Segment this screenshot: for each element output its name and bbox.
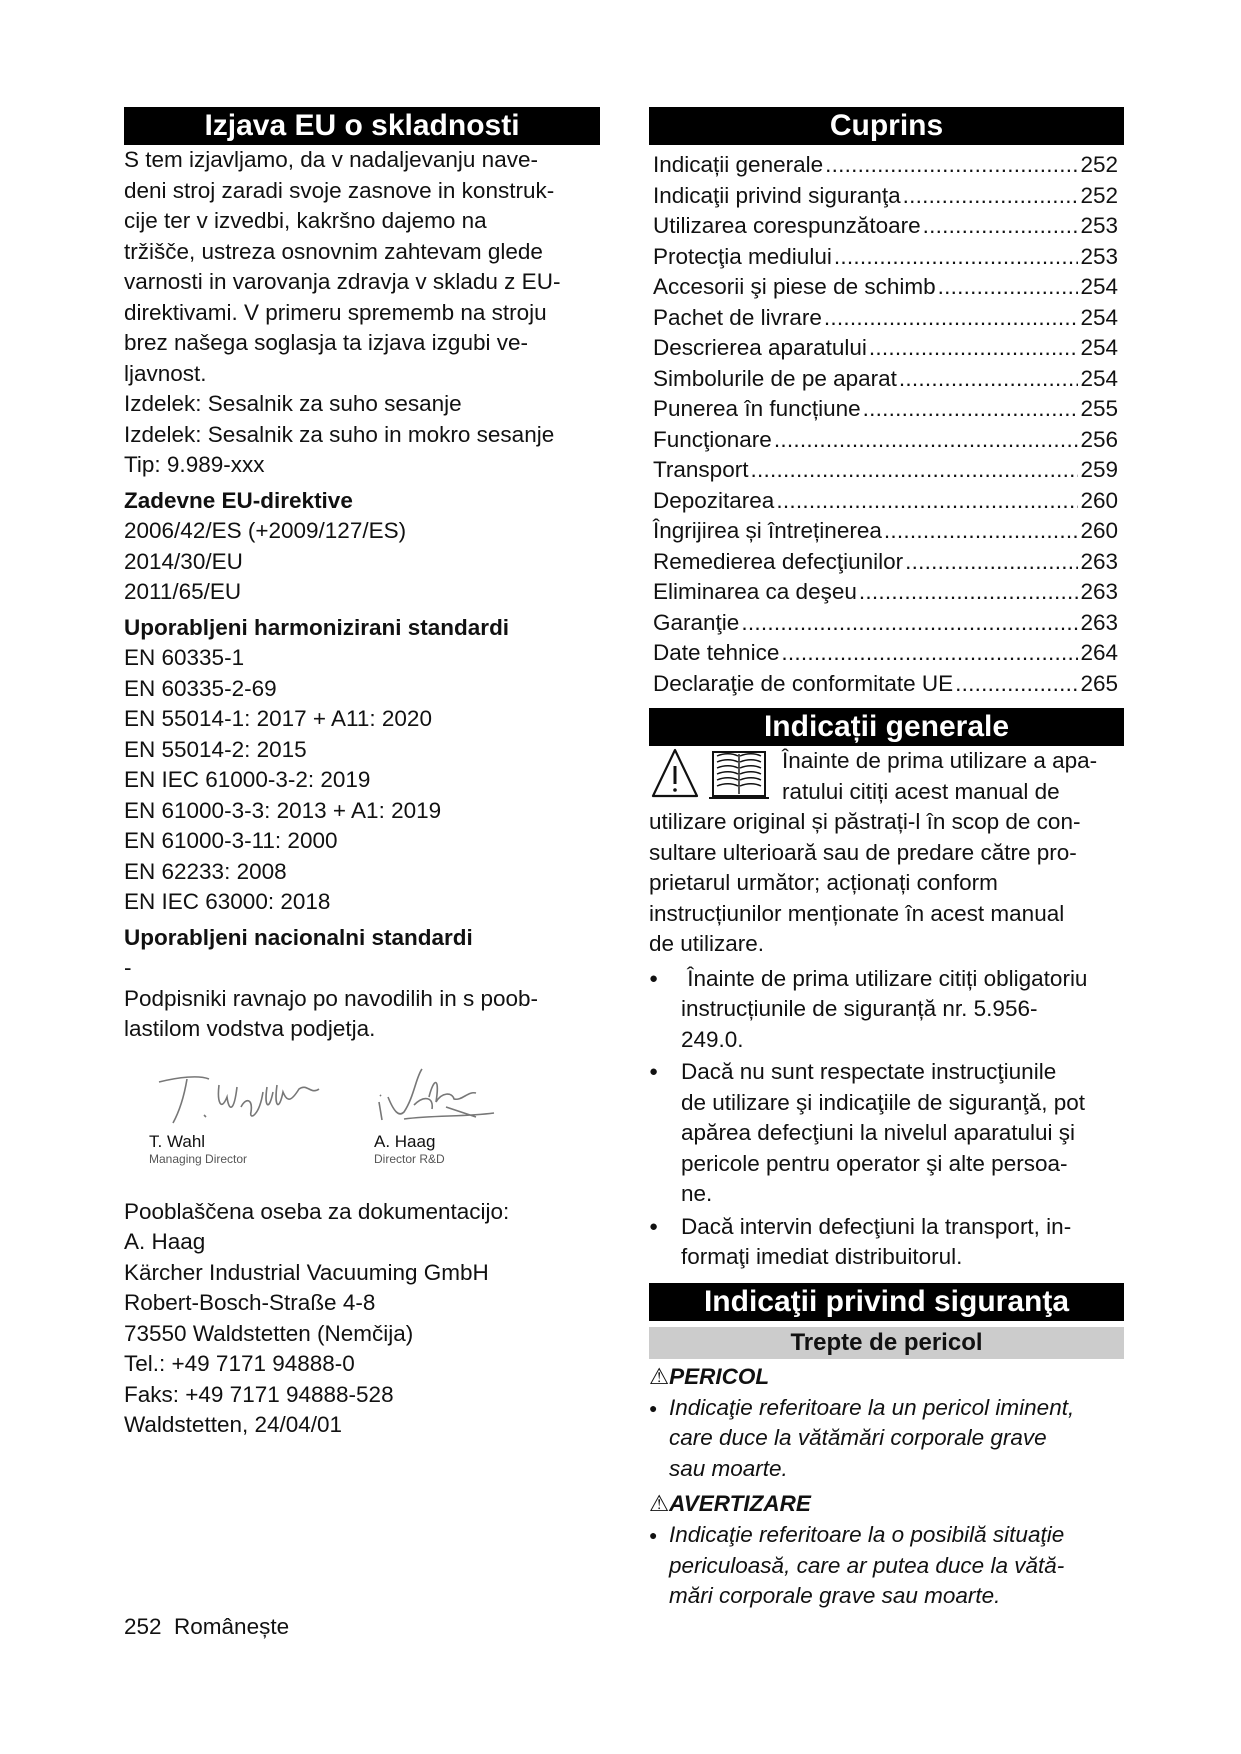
warning-triangle-icon — [649, 746, 774, 807]
toc-item[interactable] — [649, 455, 1124, 486]
signature-name: T. Wahl — [149, 1131, 206, 1151]
toc-leader — [776, 486, 1078, 517]
toc-page: 256 — [1080, 426, 1118, 452]
signature-role: Managing Director — [149, 1151, 248, 1166]
toc-page: 254 — [1080, 304, 1118, 330]
toc-page: 263 — [1080, 579, 1118, 604]
toc-title: Indicaţii privind siguranţa — [653, 182, 901, 208]
warning-label-row — [649, 1488, 1124, 1520]
toc-leader — [899, 364, 1079, 395]
toc-page: 253 — [1080, 213, 1118, 238]
harmonized-list: EN 60335-1 EN 60335-2-69 EN 55014-1: 2017 + A11: 2020 EN 55014-2: 2015 EN IEC 61000-3-2: 2019 EN 61000-3-3: 2013 + A1: 2019 EN 61000-3-11: 2000 EN 62233: 2008 EN IEC 63000: 2018 — [124, 645, 442, 914]
toc-leader — [859, 577, 1079, 608]
toc-item[interactable] — [649, 211, 1124, 242]
general-bullets — [649, 964, 1124, 1273]
toc-item[interactable] — [649, 150, 1124, 181]
national-heading: Uporabljeni nacionalni standardi — [124, 924, 473, 950]
warning-triangle-icon: ⚠ — [649, 1363, 670, 1389]
toc-item[interactable] — [649, 608, 1124, 639]
toc-page: 255 — [1080, 396, 1118, 421]
toc-item[interactable] — [649, 303, 1124, 334]
safety-heading: Indicaţii privind siguranţa — [649, 1283, 1124, 1321]
general-intro-wrapped: Înainte de prima utilizare a apa- ratului citiți acest manual de — [782, 748, 1098, 804]
general-heading: Indicații generale — [649, 708, 1124, 746]
toc-page: 263 — [1080, 609, 1118, 635]
danger-label-row — [649, 1361, 1124, 1393]
toc-leader — [774, 425, 1079, 456]
list-item: ● Indicaţie referitoare la o posibilă situaţie periculoasă, care ar putea duce la vătă- mări corporale grave sau moarte. — [649, 1520, 1124, 1612]
toc-title: Pachet de livrare — [653, 304, 822, 330]
signature-name: A. Haag — [374, 1131, 436, 1151]
national-text: - Podpisniki ravnajo po navodilih in s poob- lastilom vodstva podjetja. — [124, 955, 539, 1041]
toc-page: 264 — [1080, 640, 1118, 665]
directives-heading: Zadevne EU-direktive — [124, 487, 353, 513]
toc-page: 254 — [1080, 335, 1118, 360]
signature-haag-image — [374, 1057, 524, 1132]
toc-list — [649, 150, 1124, 699]
toc-title: Eliminarea ca deşeu — [653, 579, 857, 604]
toc-title: Transport — [653, 457, 749, 482]
toc-item[interactable] — [649, 394, 1124, 425]
toc-item[interactable] — [649, 577, 1124, 608]
toc-leader — [750, 455, 1078, 486]
toc-leader — [905, 547, 1078, 578]
signatures — [124, 1057, 600, 1197]
toc-item[interactable] — [649, 486, 1124, 517]
directives-list: 2006/42/ES (+2009/127/ES) 2014/30/EU 2011/65/EU — [124, 518, 407, 604]
declaration-intro: S tem izjavljamo, da v nadaljevanju nave- deni stroj zaradi svoje zasnove in konstruk- cije ter v izvedbi, kakršno dajemo na tržišče, ustreza osnovnim zahtevam glede varnosti in varovanja zdravja v skladu z EU- direktivami. V primeru sprememb na stroju brez našega soglasja ta izjava izgubi ve- ljavnost. Izdelek: Sesalnik za suho sesanje Izdelek: Sesalnik za suho in mokro sesanje Tip: 9.989-xxx — [124, 147, 561, 477]
toc-item[interactable] — [649, 272, 1124, 303]
toc-leader — [923, 211, 1079, 242]
general-intro — [649, 746, 1124, 960]
toc-item[interactable] — [649, 638, 1124, 669]
danger-list — [649, 1393, 1124, 1485]
signature-role: Director R&D — [374, 1151, 445, 1166]
toc-page: 252 — [1080, 182, 1118, 208]
right-column — [649, 107, 1124, 1612]
contact-block: Pooblaščena oseba za dokumentacijo: A. Haag Kärcher Industrial Vacuuming GmbH Robert-Bosch-Straße 4-8 73550 Waldstetten (Nemčija) Tel.: +49 7171 94888-0 Faks: +49 7171 94888-528 Waldstetten, 24/04/01 — [124, 1198, 510, 1437]
toc-leader — [938, 272, 1079, 303]
toc-page: 252 — [1080, 152, 1118, 177]
toc-title: Declaraţie de conformitate UE — [653, 670, 954, 696]
toc-heading: Cuprins — [649, 107, 1124, 145]
toc-title: Utilizarea corespunzătoare — [653, 213, 921, 238]
toc-page: 254 — [1080, 274, 1118, 299]
harmonized-heading: Uporabljeni harmonizirani standardi — [124, 614, 510, 640]
toc-title: Garanţie — [653, 609, 740, 635]
warning-label: AVERTIZARE — [669, 1491, 811, 1516]
toc-leader — [955, 669, 1078, 700]
toc-item[interactable] — [649, 425, 1124, 456]
toc-page: 259 — [1080, 457, 1118, 482]
toc-title: Punerea în funcțiune — [653, 396, 861, 421]
danger-levels-heading: Trepte de pericol — [649, 1327, 1124, 1359]
toc-leader — [834, 242, 1079, 273]
list-item: ● Dacă intervin defecţiuni la transport, in- formaţi imediat distribuitorul. — [649, 1212, 1124, 1273]
toc-page: 254 — [1080, 365, 1118, 391]
toc-item[interactable] — [649, 333, 1124, 364]
general-intro-rest: utilizare original și păstrați-l în scop de con- sultare ulterioară sau de predare către pro- prietarul următor; acționați conform instrucțiunilor menționate în acest manual de utilizare. — [649, 809, 1081, 956]
danger-label: PERICOL — [669, 1363, 770, 1389]
list-item: ● Înainte de prima utilizare citiți obligatoriu instrucțiunile de siguranță nr. 5.956- 249.0. — [649, 964, 1124, 1056]
page-footer: 252 Românește — [124, 1614, 290, 1639]
toc-page: 260 — [1080, 518, 1118, 543]
toc-title: Indicații generale — [653, 152, 824, 177]
toc-item[interactable] — [649, 181, 1124, 212]
toc-leader — [824, 303, 1079, 334]
list-item: ● Indicaţie referitoare la un pericol iminent, care duce la vătămări corporale grave sau moarte. — [649, 1393, 1124, 1485]
toc-page: 263 — [1080, 548, 1118, 574]
toc-title: Funcţionare — [653, 426, 772, 452]
toc-leader — [869, 333, 1079, 364]
warning-list — [649, 1520, 1124, 1612]
list-item: ● Dacă nu sunt respectate instrucţiunile de utilizare şi indicaţiile de siguranţă, pot apărea defecţiuni la nivelul aparatului şi pericole pentru operator şi alte persoa- ne. — [649, 1057, 1124, 1210]
toc-item[interactable] — [649, 516, 1124, 547]
toc-leader — [884, 516, 1079, 547]
toc-leader — [903, 181, 1079, 212]
toc-page: 260 — [1080, 487, 1118, 513]
signature-haag — [374, 1057, 574, 1166]
left-column — [124, 107, 600, 1441]
toc-title: Protecţia mediului — [653, 243, 832, 269]
toc-title: Accesorii şi piese de schimb — [653, 274, 936, 299]
declaration-heading: Izjava EU o skladnosti — [124, 107, 600, 145]
toc-title: Remedierea defecţiunilor — [653, 548, 904, 574]
toc-item[interactable] — [649, 242, 1124, 273]
warning-triangle-icon: ⚠ — [649, 1491, 670, 1516]
signature-wahl-image — [149, 1057, 329, 1132]
toc-item[interactable] — [649, 547, 1124, 578]
toc-leader — [781, 638, 1078, 669]
toc-item[interactable] — [649, 364, 1124, 395]
toc-title: Date tehnice — [653, 640, 780, 665]
manual-book-icon — [709, 752, 769, 798]
toc-page: 265 — [1080, 670, 1118, 696]
toc-title: Descrierea aparatului — [653, 335, 867, 360]
toc-page: 253 — [1080, 243, 1118, 269]
toc-leader — [741, 608, 1078, 639]
toc-item[interactable] — [649, 669, 1124, 700]
signature-wahl — [149, 1057, 349, 1166]
toc-title: Depozitarea — [653, 487, 775, 513]
intro-icons — [649, 746, 774, 807]
toc-leader — [825, 150, 1078, 181]
toc-title: Îngrijirea și întreținerea — [653, 518, 882, 543]
toc-leader — [863, 394, 1079, 425]
toc-title: Simbolurile de pe aparat — [653, 365, 897, 391]
